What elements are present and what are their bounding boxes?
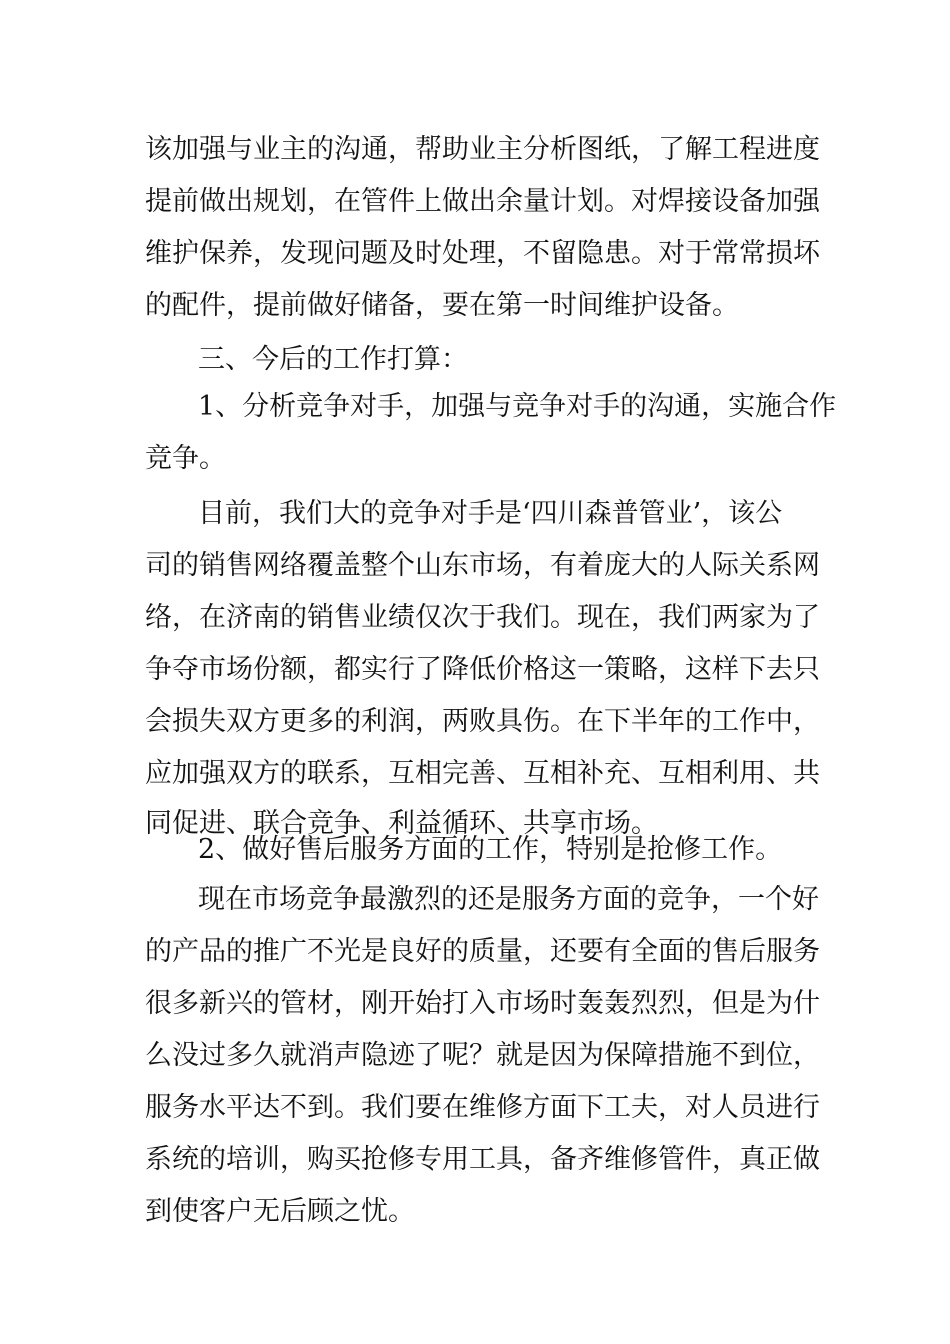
text-line: 么没过多久就消声隐迹了呢？就是因为保障措施不到位， <box>145 1040 820 1071</box>
text-line: 很多新兴的管材，刚开始打入市场时轰轰烈烈，但是为什 <box>145 988 820 1019</box>
text-line: 同促进、联合竞争、利益循环、共享市场。 <box>145 808 658 839</box>
paragraph-line: 现在市场竞争最激烈的还是服务方面的竞争，一个好 <box>198 884 819 915</box>
text-line: 的产品的推广不光是良好的质量，还要有全面的售后服务 <box>145 936 820 967</box>
text-line: 到使客户无后顾之忧。 <box>145 1196 415 1227</box>
text-line: 络，在济南的销售业绩仅次于我们。现在，我们两家为了 <box>145 602 820 633</box>
text-line: 服务水平达不到。我们要在维修方面下工夫，对人员进行 <box>145 1092 820 1123</box>
text-line: 提前做出规划，在管件上做出余量计划。对焊接设备加强 <box>145 186 820 217</box>
subheading: 1、分析竞争对手，加强与竞争对手的沟通，实施合作 <box>198 391 837 422</box>
text-line: 司的销售网络覆盖整个山东市场，有着庞大的人际关系网 <box>145 550 820 581</box>
text-line: 该加强与业主的沟通，帮助业主分析图纸，了解工程进度 <box>145 134 820 165</box>
text-line: 争夺市场份额，都实行了降低价格这一策略，这样下去只 <box>145 654 820 685</box>
text-line: 竞争。 <box>145 443 226 474</box>
text-line: 会损失双方更多的利润，两败具伤。在下半年的工作中， <box>145 706 820 737</box>
text-line: 应加强双方的联系，互相完善、互相补充、互相利用、共 <box>145 758 820 789</box>
text-line: 系统的培训，购买抢修专用工具，备齐维修管件，真正做 <box>145 1144 820 1175</box>
paragraph-line: 目前，我们大的竞争对手是‘四川森普管业’，该公 <box>198 498 783 529</box>
section-heading: 三、今后的工作打算： <box>198 344 468 375</box>
text-line: 维护保养，发现问题及时处理，不留隐患。对于常常损坏 <box>145 238 820 269</box>
subheading: 2、做好售后服务方面的工作，特别是抢修工作。 <box>198 834 783 865</box>
text-line: 的配件，提前做好储备，要在第一时间维护设备。 <box>145 290 739 321</box>
